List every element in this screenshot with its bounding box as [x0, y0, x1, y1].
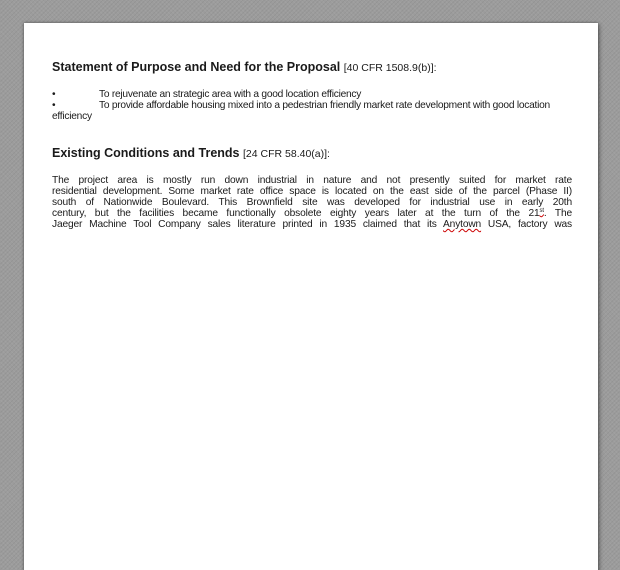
section-title: Statement of Purpose and Need for the Proposal: [52, 60, 341, 74]
bullet-text: To provide affordable housing mixed into a pedestrian friendly market rate development with good location efficiency: [52, 100, 550, 122]
paragraph-line: [52, 208, 572, 219]
paragraph-line: [52, 219, 572, 230]
misspelled-word[interactable]: Anytown: [443, 219, 482, 230]
line-text: . The: [543, 208, 573, 219]
list-item: [52, 89, 572, 100]
section-heading-purpose: [52, 59, 572, 76]
bullet-icon: •: [52, 89, 56, 100]
section-title: Existing Conditions and Trends: [52, 146, 240, 160]
line-text: century, but the facilities became functionally obsolete eighty years later at the turn of the 21: [52, 208, 540, 219]
document-page: [24, 23, 598, 570]
bullet-text: To rejuvenate an strategic area with a good location efficiency: [99, 89, 362, 100]
paragraph-line: residential development. Some market rate office space is located on the east side of the parcel (Phase II): [52, 186, 572, 197]
section-citation: [40 CFR 1508.9(b)]:: [343, 62, 437, 74]
purpose-bullet-list: [52, 89, 572, 122]
section-citation: [24 CFR 58.40(a)]:: [243, 148, 330, 160]
bullet-icon: •: [52, 100, 56, 111]
line-text: USA, factory was: [481, 219, 572, 230]
list-item: [52, 100, 572, 122]
conditions-paragraph: [52, 175, 572, 230]
paragraph-line: south of Nationwide Boulevard. This Brownfield site was developed for industrial use in early 20th: [52, 197, 572, 208]
paragraph-line: The project area is mostly run down industrial in nature and not presently suited for market rate: [52, 175, 572, 186]
ordinal-suffix: st: [539, 208, 544, 214]
line-text: Jaeger Machine Tool Company sales literature printed in 1935 claimed that its: [52, 219, 444, 230]
section-heading-conditions: [52, 145, 572, 162]
